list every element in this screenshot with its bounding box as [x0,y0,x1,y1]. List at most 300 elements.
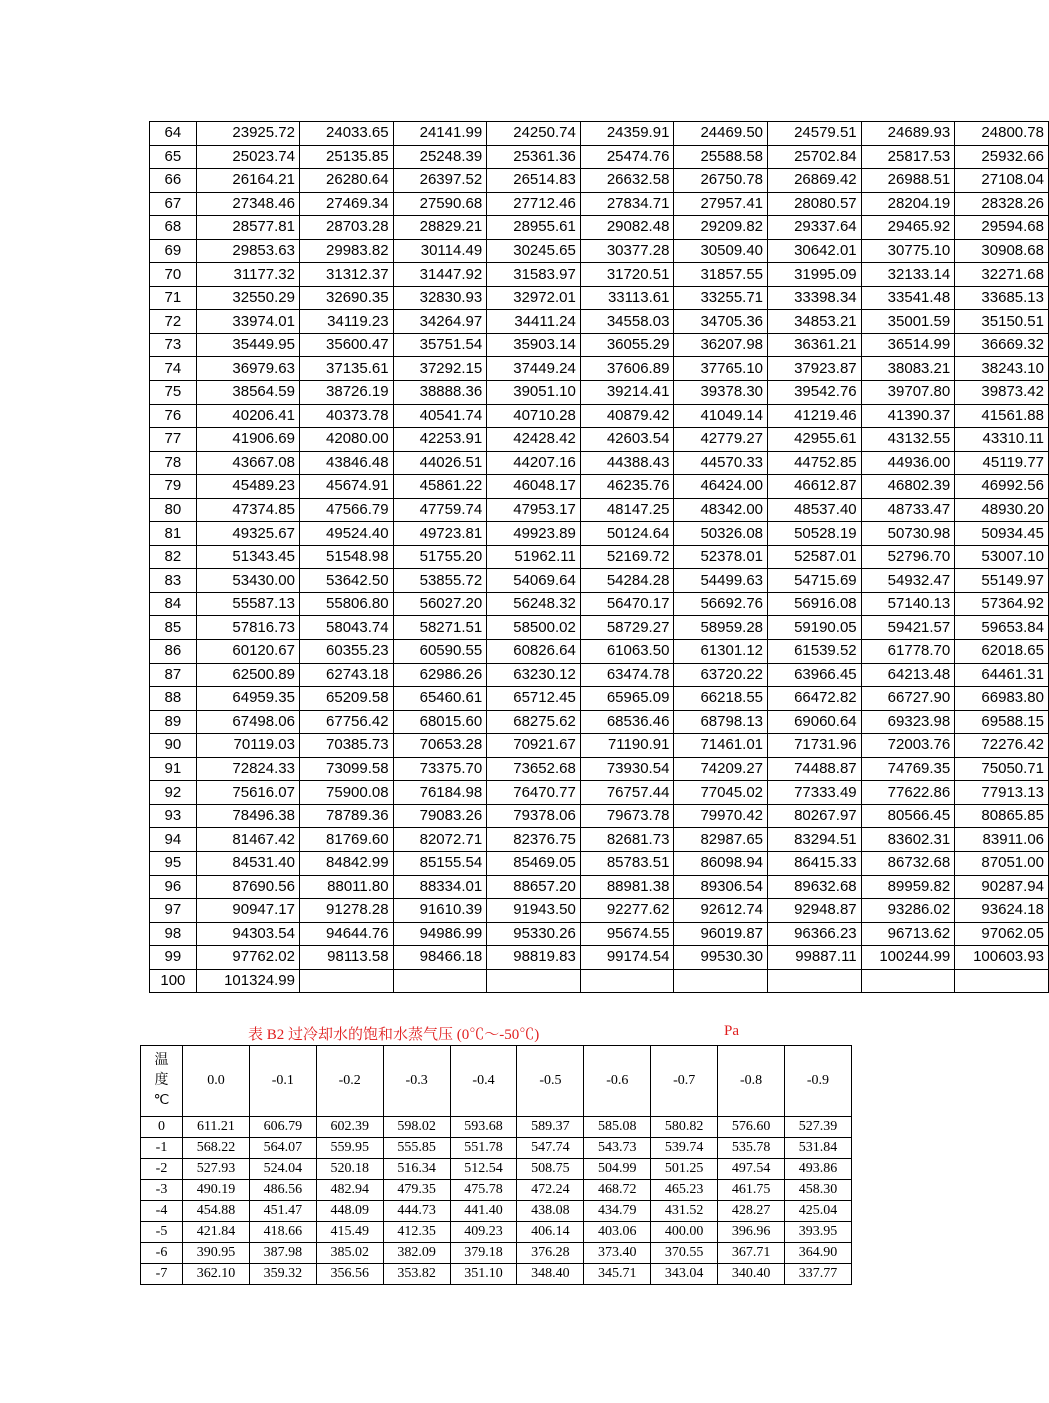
pressure-cell: 415.49 [316,1222,383,1243]
temperature-cell: 100 [150,969,197,993]
pressure-cell: 24469.50 [674,122,768,146]
pressure-cell: 390.95 [183,1243,250,1264]
pressure-cell: 63474.78 [580,663,674,687]
table-row [150,804,1049,828]
pressure-cell: 448.09 [316,1201,383,1222]
pressure-cell: 367.71 [718,1243,785,1264]
table-row [150,592,1049,616]
pressure-cell: 91278.28 [299,899,393,923]
pressure-cell: 24033.65 [299,122,393,146]
pressure-cell: 425.04 [785,1201,852,1222]
table-row [141,1201,852,1222]
pressure-cell: 63720.22 [674,663,768,687]
table-row [150,640,1049,664]
pressure-cell: 52378.01 [674,545,768,569]
temperature-cell: 99 [150,946,197,970]
pressure-cell: 65209.58 [299,687,393,711]
pressure-cell: 85155.54 [393,851,487,875]
pressure-cell: 92612.74 [674,899,768,923]
pressure-cell: 77913.13 [955,781,1049,805]
pressure-cell: 42779.27 [674,428,768,452]
pressure-cell: 37449.24 [487,357,581,381]
pressure-cell: 56470.17 [580,592,674,616]
pressure-cell: 531.84 [785,1138,852,1159]
pressure-cell: 59653.84 [955,616,1049,640]
pressure-cell: 35449.95 [196,333,299,357]
pressure-cell [393,969,487,993]
table-row [150,734,1049,758]
pressure-cell: 44570.33 [674,451,768,475]
pressure-cell: 468.72 [584,1180,651,1201]
pressure-cell: 42955.61 [768,428,862,452]
table2-unit: Pa [724,1023,739,1039]
table2-caption [140,1021,851,1045]
pressure-cell: 486.56 [249,1180,316,1201]
temperature-cell: 85 [150,616,197,640]
pressure-cell: 87690.56 [196,875,299,899]
pressure-cell: 26869.42 [768,169,862,193]
table-row [150,946,1049,970]
table-row [150,428,1049,452]
pressure-cell: 48342.00 [674,498,768,522]
pressure-cell: 501.25 [651,1159,718,1180]
pressure-cell: 46048.17 [487,475,581,499]
pressure-cell: 62018.65 [955,640,1049,664]
pressure-cell: 96713.62 [861,922,955,946]
pressure-cell: 43132.55 [861,428,955,452]
pressure-cell: 32133.14 [861,263,955,287]
temperature-cell: 96 [150,875,197,899]
temperature-cell: 80 [150,498,197,522]
pressure-cell: 76184.98 [393,781,487,805]
pressure-cell: 77045.02 [674,781,768,805]
pressure-cell: 97762.02 [196,946,299,970]
pressure-cell: 31447.92 [393,263,487,287]
pressure-cell: 351.10 [450,1264,517,1285]
pressure-cell: 64461.31 [955,663,1049,687]
pressure-cell: 465.23 [651,1180,718,1201]
table-row [141,1117,852,1138]
pressure-cell: 59190.05 [768,616,862,640]
table-row [141,1159,852,1180]
pressure-cell: 43667.08 [196,451,299,475]
pressure-cell: 44936.00 [861,451,955,475]
pressure-cell: 32550.29 [196,286,299,310]
pressure-cell: 32271.68 [955,263,1049,287]
pressure-cell [487,969,581,993]
pressure-cell: 100244.99 [861,946,955,970]
pressure-cell: 74488.87 [768,757,862,781]
pressure-cell: 26164.21 [196,169,299,193]
pressure-cell: 40541.74 [393,404,487,428]
pressure-cell: 98466.18 [393,946,487,970]
pressure-cell: 68798.13 [674,710,768,734]
pressure-cell: 589.37 [517,1117,584,1138]
pressure-cell: 38564.59 [196,381,299,405]
pressure-cell: 31312.37 [299,263,393,287]
pressure-cell: 30642.01 [768,239,862,263]
pressure-cell: 28829.21 [393,216,487,240]
pressure-cell: 30509.40 [674,239,768,263]
pressure-cell: 55149.97 [955,569,1049,593]
table-row [150,122,1049,146]
pressure-cell: 32830.93 [393,286,487,310]
pressure-cell: 46612.87 [768,475,862,499]
pressure-cell: 29465.92 [861,216,955,240]
pressure-cell: 51962.11 [487,545,581,569]
pressure-cell: 611.21 [183,1117,250,1138]
pressure-cell: 33255.71 [674,286,768,310]
pressure-cell: 61778.70 [861,640,955,664]
pressure-cell: 50326.08 [674,522,768,546]
pressure-cell: 26397.52 [393,169,487,193]
pressure-cell: 28328.26 [955,192,1049,216]
pressure-cell: 52169.72 [580,545,674,569]
pressure-cell: 27590.68 [393,192,487,216]
temperature-cell: 87 [150,663,197,687]
pressure-cell: 96366.23 [768,922,862,946]
table2-header-row [141,1046,852,1117]
pressure-cell: 431.52 [651,1201,718,1222]
pressure-cell: 35903.14 [487,333,581,357]
pressure-cell: 512.54 [450,1159,517,1180]
pressure-cell: 60355.23 [299,640,393,664]
table-row [150,757,1049,781]
pressure-cell: 96019.87 [674,922,768,946]
pressure-cell: 39378.30 [674,381,768,405]
temperature-cell: -7 [141,1264,183,1285]
column-header: -0.4 [450,1046,517,1117]
pressure-cell: 66472.82 [768,687,862,711]
pressure-cell: 81769.60 [299,828,393,852]
pressure-cell: 60590.55 [393,640,487,664]
pressure-cell: 56916.08 [768,592,862,616]
table-row [150,192,1049,216]
temperature-cell: 92 [150,781,197,805]
temperature-cell: 65 [150,145,197,169]
table2-body [141,1046,852,1285]
pressure-cell: 49723.81 [393,522,487,546]
pressure-cell: 75050.71 [955,757,1049,781]
pressure-cell: 100603.93 [955,946,1049,970]
pressure-cell: 43310.11 [955,428,1049,452]
pressure-cell [674,969,768,993]
pressure-cell: 30908.68 [955,239,1049,263]
pressure-cell: 38888.36 [393,381,487,405]
temperature-cell: 0 [141,1117,183,1138]
temperature-header-cell [141,1046,183,1117]
table-row [150,333,1049,357]
table-row [150,569,1049,593]
column-header: -0.5 [517,1046,584,1117]
pressure-cell: 83294.51 [768,828,862,852]
temperature-cell: 69 [150,239,197,263]
pressure-cell: 36979.63 [196,357,299,381]
pressure-cell: 68015.60 [393,710,487,734]
pressure-cell: 47759.74 [393,498,487,522]
pressure-cell: 63966.45 [768,663,862,687]
temperature-cell: 73 [150,333,197,357]
pressure-cell: 508.75 [517,1159,584,1180]
pressure-cell: 55806.80 [299,592,393,616]
header-label-line: 度 [154,1073,169,1088]
pressure-cell: 55587.13 [196,592,299,616]
pressure-cell: 409.23 [450,1222,517,1243]
temperature-cell: 64 [150,122,197,146]
pressure-cell: 527.93 [183,1159,250,1180]
pressure-cell: 84531.40 [196,851,299,875]
pressure-cell: 52587.01 [768,545,862,569]
pressure-cell: 40710.28 [487,404,581,428]
pressure-cell: 42603.54 [580,428,674,452]
pressure-cell: 51548.98 [299,545,393,569]
pressure-cell: 376.28 [517,1243,584,1264]
pressure-cell: 47374.85 [196,498,299,522]
pressure-cell: 58500.02 [487,616,581,640]
pressure-cell: 343.04 [651,1264,718,1285]
supercooled-water-pressure-table [140,1045,852,1285]
pressure-cell: 54932.47 [861,569,955,593]
temperature-cell: -6 [141,1243,183,1264]
pressure-cell: 30775.10 [861,239,955,263]
pressure-cell: 86732.68 [861,851,955,875]
pressure-cell: 58043.74 [299,616,393,640]
pressure-cell: 80566.45 [861,804,955,828]
pressure-cell: 65965.09 [580,687,674,711]
pressure-cell: 441.40 [450,1201,517,1222]
table-row [150,310,1049,334]
pressure-cell: 46802.39 [861,475,955,499]
pressure-cell: 39542.76 [768,381,862,405]
pressure-cell: 97062.05 [955,922,1049,946]
pressure-cell: 65460.61 [393,687,487,711]
temperature-cell: 95 [150,851,197,875]
temperature-cell: 82 [150,545,197,569]
pressure-cell: 48733.47 [861,498,955,522]
table-row [150,687,1049,711]
pressure-cell: 379.18 [450,1243,517,1264]
pressure-cell: 39214.41 [580,381,674,405]
temperature-cell: 93 [150,804,197,828]
pressure-cell: 370.55 [651,1243,718,1264]
pressure-cell: 46992.56 [955,475,1049,499]
pressure-cell: 37606.89 [580,357,674,381]
temperature-cell: -3 [141,1180,183,1201]
pressure-cell: 36361.21 [768,333,862,357]
pressure-cell: 26632.58 [580,169,674,193]
pressure-cell: 28577.81 [196,216,299,240]
pressure-cell: 99530.30 [674,946,768,970]
pressure-cell: 362.10 [183,1264,250,1285]
pressure-cell: 602.39 [316,1117,383,1138]
pressure-cell: 520.18 [316,1159,383,1180]
pressure-cell: 364.90 [785,1243,852,1264]
pressure-cell: 98113.58 [299,946,393,970]
pressure-cell: 74209.27 [674,757,768,781]
pressure-cell: 444.73 [383,1201,450,1222]
pressure-cell: 47953.17 [487,498,581,522]
pressure-cell: 539.74 [651,1138,718,1159]
temperature-cell: 90 [150,734,197,758]
pressure-cell: 48537.40 [768,498,862,522]
pressure-cell: 44752.85 [768,451,862,475]
table-row [150,404,1049,428]
pressure-cell: 34411.24 [487,310,581,334]
pressure-cell: 90287.94 [955,875,1049,899]
pressure-cell: 41219.46 [768,404,862,428]
pressure-cell: 88334.01 [393,875,487,899]
pressure-cell: 75616.07 [196,781,299,805]
table-row [141,1264,852,1285]
pressure-cell: 421.84 [183,1222,250,1243]
pressure-cell: 101324.99 [196,969,299,993]
pressure-cell [861,969,955,993]
pressure-cell: 25023.74 [196,145,299,169]
table-row [150,357,1049,381]
pressure-cell [955,969,1049,993]
pressure-cell: 479.35 [383,1180,450,1201]
pressure-cell: 88981.38 [580,875,674,899]
pressure-cell: 543.73 [584,1138,651,1159]
pressure-cell: 37923.87 [768,357,862,381]
temperature-cell: 91 [150,757,197,781]
pressure-cell: 35600.47 [299,333,393,357]
temperature-cell: 70 [150,263,197,287]
pressure-cell: 37135.61 [299,357,393,381]
pressure-cell: 547.74 [517,1138,584,1159]
pressure-cell: 54069.64 [487,569,581,593]
pressure-cell: 57816.73 [196,616,299,640]
table-row [150,710,1049,734]
pressure-cell: 87051.00 [955,851,1049,875]
pressure-cell: 412.35 [383,1222,450,1243]
pressure-cell: 70921.67 [487,734,581,758]
pressure-cell: 576.60 [718,1117,785,1138]
pressure-cell: 31720.51 [580,263,674,287]
temperature-cell: 98 [150,922,197,946]
pressure-cell: 48147.25 [580,498,674,522]
pressure-cell: 43846.48 [299,451,393,475]
pressure-cell: 45119.77 [955,451,1049,475]
column-header: -0.2 [316,1046,383,1117]
pressure-cell: 27712.46 [487,192,581,216]
pressure-cell: 42080.00 [299,428,393,452]
pressure-cell: 92277.62 [580,899,674,923]
pressure-cell: 35150.51 [955,310,1049,334]
pressure-cell: 88011.80 [299,875,393,899]
pressure-cell: 48930.20 [955,498,1049,522]
pressure-cell: 451.47 [249,1201,316,1222]
pressure-cell: 85469.05 [487,851,581,875]
pressure-cell: 49325.67 [196,522,299,546]
pressure-cell: 78496.38 [196,804,299,828]
pressure-cell: 82987.65 [674,828,768,852]
pressure-cell: 53007.10 [955,545,1049,569]
pressure-cell: 27348.46 [196,192,299,216]
pressure-cell: 61063.50 [580,640,674,664]
pressure-cell: 23925.72 [196,122,299,146]
pressure-cell: 79673.78 [580,804,674,828]
pressure-cell: 39051.10 [487,381,581,405]
pressure-cell: 81467.42 [196,828,299,852]
table1-body [150,122,1049,993]
pressure-cell: 45674.91 [299,475,393,499]
pressure-cell: 41049.14 [674,404,768,428]
pressure-cell: 65712.45 [487,687,581,711]
pressure-cell: 89959.82 [861,875,955,899]
pressure-cell: 84842.99 [299,851,393,875]
table-row [150,781,1049,805]
pressure-cell: 92948.87 [768,899,862,923]
pressure-cell: 58959.28 [674,616,768,640]
temperature-cell: 72 [150,310,197,334]
temperature-cell: 88 [150,687,197,711]
header-label-line: 温 [154,1053,169,1068]
temperature-cell: -1 [141,1138,183,1159]
pressure-cell: 396.96 [718,1222,785,1243]
table-row [141,1222,852,1243]
pressure-cell: 50124.64 [580,522,674,546]
pressure-cell: 30114.49 [393,239,487,263]
pressure-cell: 29082.48 [580,216,674,240]
pressure-cell: 24141.99 [393,122,487,146]
pressure-cell: 403.06 [584,1222,651,1243]
pressure-cell: 29853.63 [196,239,299,263]
pressure-cell: 37765.10 [674,357,768,381]
pressure-cell: 34264.97 [393,310,487,334]
pressure-cell: 46235.76 [580,475,674,499]
pressure-cell: 49923.89 [487,522,581,546]
pressure-cell: 454.88 [183,1201,250,1222]
pressure-cell: 67756.42 [299,710,393,734]
column-header: -0.3 [383,1046,450,1117]
pressure-cell: 73930.54 [580,757,674,781]
pressure-cell: 64213.48 [861,663,955,687]
pressure-cell: 64959.35 [196,687,299,711]
pressure-cell: 585.08 [584,1117,651,1138]
table1-container [149,121,1044,993]
pressure-cell: 593.68 [450,1117,517,1138]
pressure-cell: 44207.16 [487,451,581,475]
temperature-cell: 79 [150,475,197,499]
pressure-cell: 91610.39 [393,899,487,923]
pressure-cell: 39707.80 [861,381,955,405]
pressure-cell: 71461.01 [674,734,768,758]
pressure-cell: 70119.03 [196,734,299,758]
pressure-cell: 76470.77 [487,781,581,805]
pressure-cell [580,969,674,993]
pressure-cell: 66727.90 [861,687,955,711]
table-row [150,169,1049,193]
pressure-cell: 493.86 [785,1159,852,1180]
pressure-cell: 24689.93 [861,122,955,146]
pressure-cell: 68536.46 [580,710,674,734]
pressure-cell: 69323.98 [861,710,955,734]
pressure-cell: 29594.68 [955,216,1049,240]
header-label-line: ℃ [153,1093,170,1108]
pressure-cell: 356.56 [316,1264,383,1285]
pressure-cell: 37292.15 [393,357,487,381]
temperature-cell: 89 [150,710,197,734]
pressure-cell: 35001.59 [861,310,955,334]
pressure-cell: 36207.98 [674,333,768,357]
column-header: -0.6 [584,1046,651,1117]
pressure-cell: 26750.78 [674,169,768,193]
pressure-cell: 564.07 [249,1138,316,1159]
pressure-cell: 28080.57 [768,192,862,216]
column-header: -0.8 [718,1046,785,1117]
pressure-cell: 51755.20 [393,545,487,569]
